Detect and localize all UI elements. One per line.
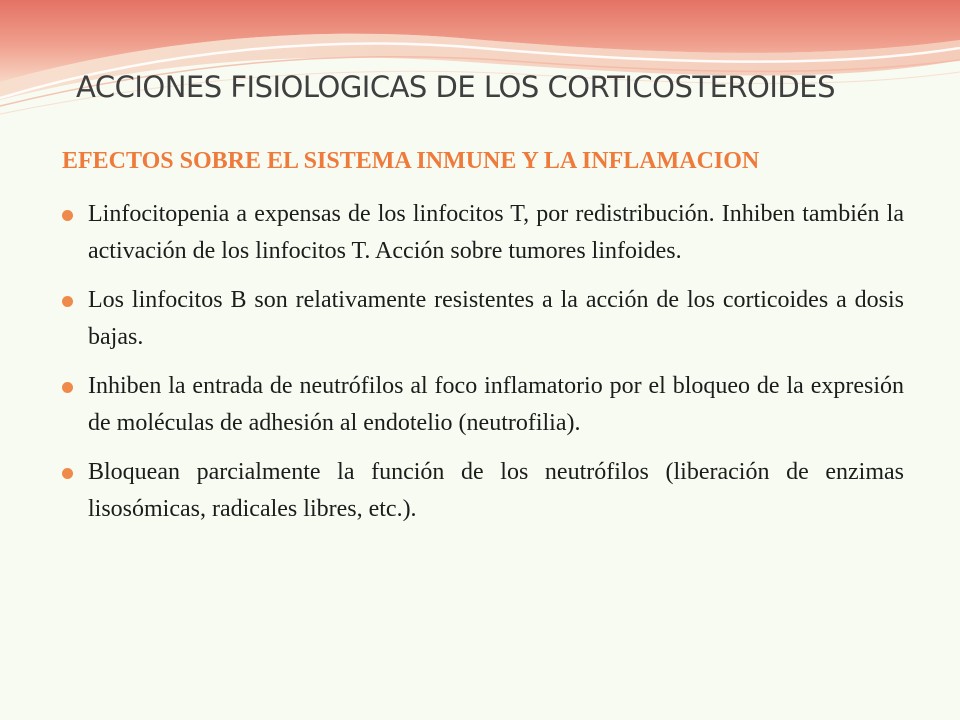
bullet-dot-icon <box>62 382 73 393</box>
bullet-text: Linfocitopenia a expensas de los linfocitos T, por redistribución. Inhiben también la activación de los linfocitos T. Acción sobre tumores linfoides. <box>88 201 904 264</box>
bullet-dot-icon <box>62 210 73 221</box>
bullet-list <box>62 196 904 540</box>
bullet-text: Los linfocitos B son relativamente resistentes a la acción de los corticoides a dosis bajas. <box>88 287 904 350</box>
bullet-dot-icon <box>62 468 73 479</box>
bullet-text: Inhiben la entrada de neutrófilos al foco inflamatorio por el bloqueo de la expresión de moléculas de adhesión al endotelio (neutrofilia). <box>88 373 904 436</box>
bullet-text: Bloquean parcialmente la función de los neutrófilos (liberación de enzimas lisosómicas, radicales libres, etc.). <box>88 459 904 522</box>
section-heading: EFECTOS SOBRE EL SISTEMA INMUNE Y LA INFLAMACION <box>62 148 760 174</box>
slide-title: ACCIONES FISIOLOGICAS DE LOS CORTICOSTEROIDES <box>76 70 835 104</box>
bullet-item <box>62 282 904 356</box>
bullet-item <box>62 196 904 270</box>
bullet-dot-icon <box>62 296 73 307</box>
bullet-item <box>62 454 904 528</box>
bullet-item <box>62 368 904 442</box>
